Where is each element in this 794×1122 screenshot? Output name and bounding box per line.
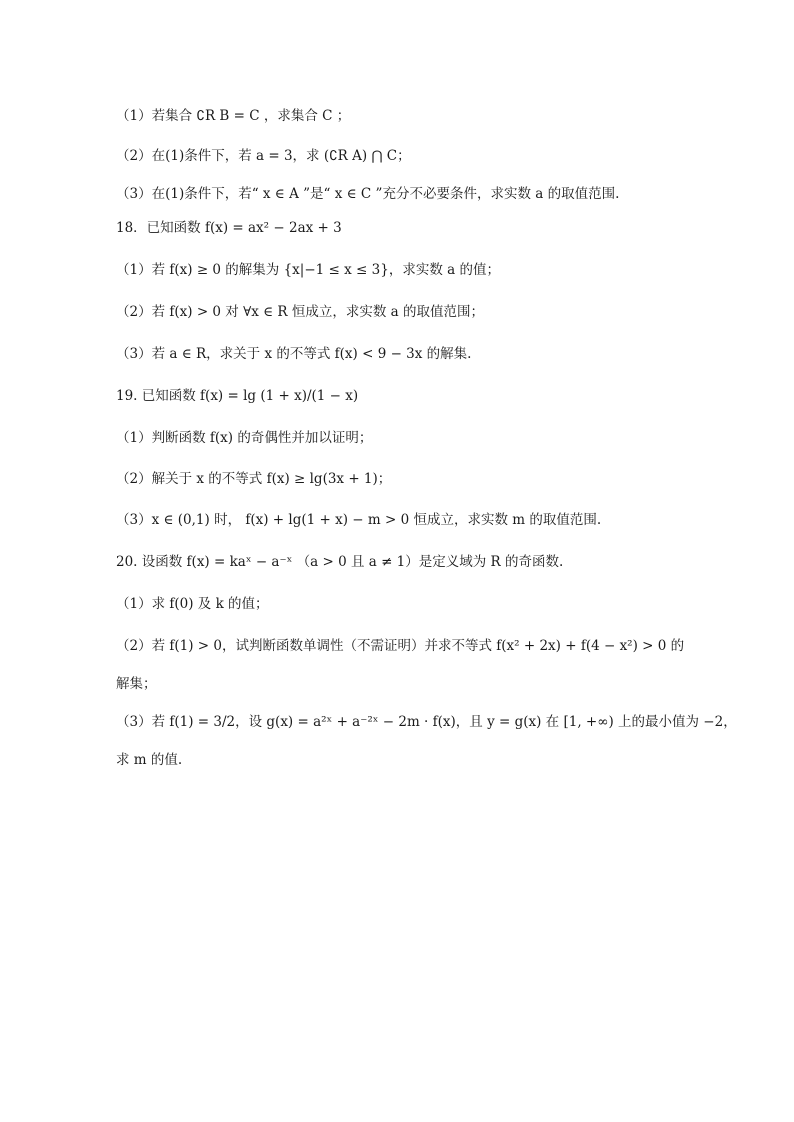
q17-part2: （2）在(1)条件下，若 a = 3，求 (∁R A) ⋂ C； [116, 148, 411, 164]
q19-part1: （1）判断函数 f(x) 的奇偶性并加以证明； [116, 430, 373, 446]
q20-part2-cont: 解集； [116, 676, 157, 692]
q18-part2: （2）若 f(x) > 0 对 ∀x ∈ R 恒成立，求实数 a 的取值范围； [116, 304, 485, 320]
q20-part3: （3）若 f(1) = 3/2，设 g(x) = a²ˣ + a⁻²ˣ − 2m · f(x)，且 y = g(x) 在 [1, +∞) 上的最小值为 −2， [116, 714, 737, 730]
q18-part1: （1）若 f(x) ≥ 0 的解集为 {x|−1 ≤ x ≤ 3}，求实数 a 的值； [116, 262, 500, 278]
q19-part3: （3）x ∈ (0,1) 时， f(x) + lg(1 + x) − m > 0 恒成立，求实数 m 的取值范围. [116, 512, 602, 528]
q18-part3: （3）若 a ∈ R，求关于 x 的不等式 f(x) < 9 − 3x 的解集. [116, 346, 472, 362]
q20-stem: 20. 设函数 f(x) = kaˣ − a⁻ˣ （a > 0 且 a ≠ 1）是定义域为 R 的奇函数. [116, 554, 564, 570]
q20-part1: （1）求 f(0) 及 k 的值； [116, 596, 269, 612]
q19-part2: （2）解关于 x 的不等式 f(x) ≥ lg(3x + 1)； [116, 471, 392, 487]
q17-part1: （1）若集合 ∁R B = C ，求集合 C ； [116, 108, 351, 124]
q18-stem: 18．已知函数 f(x) = ax² − 2ax + 3 [116, 220, 342, 236]
q19-stem: 19. 已知函数 f(x) = lg (1 + x)/(1 − x) [116, 388, 359, 404]
q17-part3: （3）在(1)条件下，若“ x ∈ A ”是“ x ∈ C ”充分不必要条件，求实数 a 的取值范围. [116, 186, 620, 202]
q20-part3-cont: 求 m 的值. [116, 752, 183, 768]
q20-part2: （2）若 f(1) > 0，试判断函数单调性（不需证明）并求不等式 f(x² + 2x) + f(4 − x²) > 0 的 [116, 638, 685, 654]
